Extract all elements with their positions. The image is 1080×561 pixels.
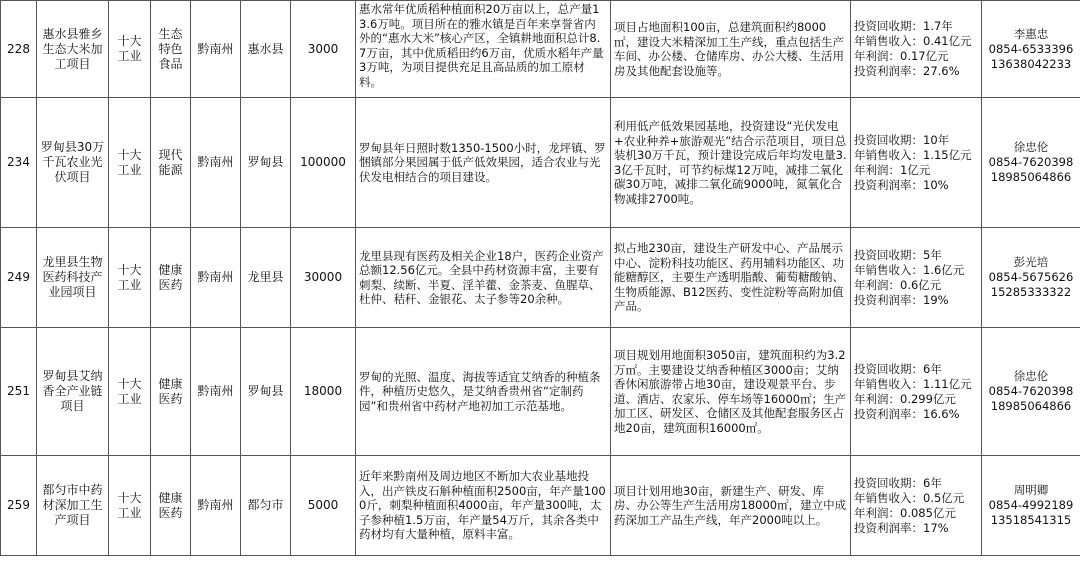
annual-revenue: 年销售收入：1.6亿元 <box>854 262 965 277</box>
table-row <box>1 98 1080 228</box>
profit-rate: 投资利润率：19% <box>854 292 949 307</box>
annual-revenue: 年销售收入：0.41亿元 <box>854 34 972 48</box>
industry-category: 十大工业 <box>109 456 151 556</box>
table-row <box>1 456 1080 556</box>
industry-category: 十大工业 <box>109 328 151 456</box>
table-row <box>1 328 1080 456</box>
contact-info <box>982 328 1080 456</box>
payback-period: 投资回收期：6年 <box>854 361 942 376</box>
annual-profit: 年利润：1亿元 <box>854 162 931 177</box>
project-name: 龙里县生物医药科技产业园项目 <box>37 228 109 328</box>
project-background: 龙里县现有医药及相关企业18户，医药企业资产总额12.56亿元。全县中药材资源丰富，主要有刺梨、续断、半夏、淫羊藿、金茶麦、鱼腥草、杜仲、秸秆、金银花、太子参等20余种。 <box>356 228 611 328</box>
profit-rate: 投资利润率：16.6% <box>854 406 960 421</box>
project-name: 都匀市中药材深加工生产项目 <box>37 456 109 556</box>
investment-amount: 5000 <box>291 456 356 556</box>
annual-profit: 年利润：0.299亿元 <box>854 391 956 406</box>
county: 惠水县 <box>241 1 291 98</box>
county: 罗甸县 <box>241 328 291 456</box>
project-background: 罗甸县年日照时数1350-1500小时，龙坪镇、罗悃镇部分果园属于低产低效果园，适合农业与光伏发电相结合的项目建设。 <box>356 98 611 228</box>
payback-period: 投资回收期：5年 <box>854 247 942 262</box>
contact-name: 徐忠伦 <box>1013 140 1049 154</box>
county: 龙里县 <box>241 228 291 328</box>
contact-name: 徐忠伦 <box>1013 369 1049 383</box>
annual-revenue: 年销售收入：0.5亿元 <box>854 490 965 505</box>
contact-info <box>982 98 1080 228</box>
county: 罗甸县 <box>241 98 291 228</box>
table-row <box>1 1 1080 98</box>
financial-indicators <box>851 328 982 456</box>
prefecture: 黔南州 <box>191 456 241 556</box>
contact-phone: 0854-7620398 <box>988 384 1074 398</box>
profit-rate: 投资利润率：17% <box>854 520 949 535</box>
contact-mobile: 18985064866 <box>990 399 1072 413</box>
annual-profit: 年利润：0.17亿元 <box>854 49 949 63</box>
project-name: 罗甸县30万千瓦农业光伏项目 <box>37 98 109 228</box>
contact-mobile: 18985064866 <box>990 170 1072 184</box>
prefecture: 黔南州 <box>191 1 241 98</box>
table-row <box>1 228 1080 328</box>
construction-content: 项目规划用地面积3050亩，建筑面积约为3.2万㎡。主要建设艾纳香种植区3000亩；艾纳香休闲旅游带占地30亩，建设观景平台、步道、酒店、农家乐、停车场等16000㎡；生产加工区、研发区、仓储区及其他配套服务区占地20亩，建筑面积16000㎡。 <box>611 328 851 456</box>
contact-phone: 0854-7620398 <box>988 155 1074 169</box>
project-background: 近年来黔南州及周边地区不断加大农业基地投入，出产铁皮石斛种植面积2500亩，年产量1000斤，刺梨种植面积4000亩，年产量300吨，太子参种植1.5万亩，年产量54万斤，其余各类中药材均有大量种植，原料丰富。 <box>356 456 611 556</box>
row-number: 234 <box>1 98 37 228</box>
contact-name: 李惠忠 <box>1013 26 1049 41</box>
county: 都匀市 <box>241 456 291 556</box>
contact-phone: 0854-4992189 <box>988 498 1074 512</box>
row-number: 251 <box>1 328 37 456</box>
project-name: 罗甸县艾纳香全产业链项目 <box>37 328 109 456</box>
prefecture: 黔南州 <box>191 228 241 328</box>
annual-profit: 年利润：0.085亿元 <box>854 505 956 520</box>
financial-indicators <box>851 98 982 228</box>
contact-mobile: 13518541315 <box>990 513 1072 527</box>
industry-category: 十大工业 <box>109 98 151 228</box>
annual-revenue: 年销售收入：1.15亿元 <box>854 147 972 162</box>
payback-period: 投资回收期：1.7年 <box>854 19 953 33</box>
table-body <box>1 1 1080 556</box>
contact-info <box>982 456 1080 556</box>
prefecture: 黔南州 <box>191 328 241 456</box>
row-number: 259 <box>1 456 37 556</box>
investment-amount: 18000 <box>291 328 356 456</box>
construction-content: 拟占地230亩，建设生产研发中心、产品展示中心、淀粉科技功能区、药用辅料功能区、功能糖醇区，主要生产透明脂酸、葡萄糖酸钠、生物质能源、B12医药、变性淀粉等高附加值产品。 <box>611 228 851 328</box>
contact-name: 彭光培 <box>1013 255 1049 269</box>
investment-amount: 100000 <box>291 98 356 228</box>
construction-content: 项目计划用地30亩，新建生产、研发、库房、办公等生产生活用房18000㎡，建立中成药深加工产品生产线，年产2000吨以上。 <box>611 456 851 556</box>
industry-category: 十大工业 <box>109 1 151 98</box>
contact-info <box>982 228 1080 328</box>
construction-content: 利用低产低效果园基地，投资建设“光伏发电+农业种养+旅游观光”结合示范项目，项目总装机30万千瓦，预计建设完成后年均发电量3.3亿千瓦时，可节约标煤12万吨，减排二氧化碳30万吨，减排二氧化硫9000吨，氮氧化合物减排2700吨。 <box>611 98 851 228</box>
investment-amount: 30000 <box>291 228 356 328</box>
annual-profit: 年利润：0.6亿元 <box>854 277 942 292</box>
financial-indicators <box>851 456 982 556</box>
contact-mobile: 15285333322 <box>990 285 1072 299</box>
payback-period: 投资回收期：6年 <box>854 475 942 490</box>
row-number: 249 <box>1 228 37 328</box>
construction-content: 项目占地面积100亩，总建筑面积约8000㎡，建设大米精深加工生产线，重点包括生产车间、办公楼、仓储库房、办公大楼、生活用房及其他配套设施等。 <box>611 1 851 98</box>
annual-revenue: 年销售收入：1.11亿元 <box>854 376 972 391</box>
contact-phone: 0854-5675626 <box>988 270 1074 284</box>
project-name: 惠水县雅乡生态大米加工项目 <box>37 1 109 98</box>
sector: 健康医药 <box>151 456 191 556</box>
payback-period: 投资回收期：10年 <box>854 132 950 147</box>
contact-info <box>982 1 1080 98</box>
prefecture: 黔南州 <box>191 98 241 228</box>
investment-amount: 3000 <box>291 1 356 98</box>
profit-rate: 投资利润率：10% <box>854 177 949 192</box>
sector: 健康医药 <box>151 228 191 328</box>
contact-mobile: 13638042233 <box>990 56 1072 71</box>
project-background: 罗甸的光照、温度、海拔等适宜艾纳香的种植条件，种植历史悠久，是艾纳香贵州省“定制药园”和贵州省中药材产地初加工示范基地。 <box>356 328 611 456</box>
sector: 现代能源 <box>151 98 191 228</box>
sector: 健康医药 <box>151 328 191 456</box>
project-background: 惠水常年优质稻种植面积20万亩以上，总产量13.6万吨。项目所在的雅水镇是百年来享誉省内外的“惠水大米”核心产区，全镇耕地面积总计8.7万亩，其中优质稻田约6万亩，优质水稻年产量3万吨，为项目提供充足且高品质的加工原材料。 <box>356 1 611 98</box>
industry-category: 十大工业 <box>109 228 151 328</box>
financial-indicators <box>851 228 982 328</box>
contact-name: 周明卿 <box>1013 483 1049 497</box>
contact-phone: 0854-6533396 <box>988 41 1074 56</box>
financial-indicators <box>851 1 982 98</box>
sector: 生态特色食品 <box>151 1 191 98</box>
row-number: 228 <box>1 1 37 98</box>
profit-rate: 投资利润率：27.6% <box>854 64 960 78</box>
